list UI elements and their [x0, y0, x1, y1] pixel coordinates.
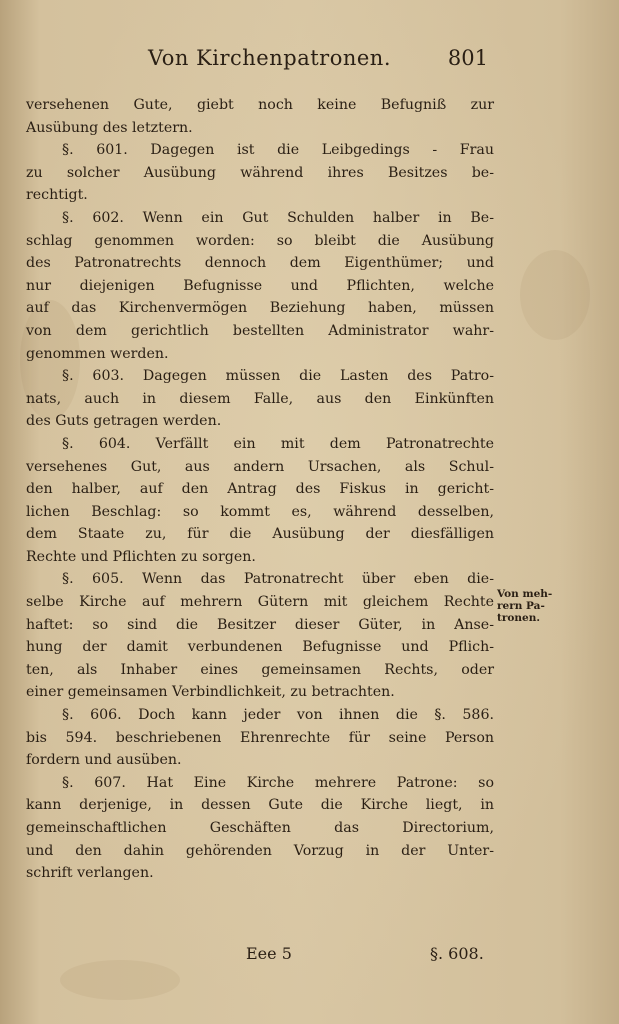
text-line: des Patronatrechts dennoch dem Eigenthümer; und — [26, 255, 494, 272]
text-line: nats, auch in diesem Falle, aus den Einkünften — [26, 390, 494, 407]
text-line: gemeinschaftlichen Geschäften das Directorium, — [26, 820, 494, 836]
paragraph — [26, 568, 494, 704]
text-line: nur diejenigen Befugnisse und Pflichten, welche — [26, 277, 494, 294]
text-line: ten, als Inhaber eines gemeinsamen Rechts, oder — [26, 661, 494, 678]
text-line: hung der damit verbundenen Befugnisse und Pflich- — [26, 639, 494, 656]
text-line: §. 603. Dagegen müssen die Lasten des Patro- — [62, 368, 494, 385]
running-header — [148, 46, 488, 78]
text-line: einer gemeinsamen Verbindlichkeit, zu betrachten. — [26, 684, 395, 701]
paragraph — [26, 207, 494, 365]
text-line: versehenes Gut, aus andern Ursachen, als Schul- — [26, 458, 494, 475]
text-line: bis 594. beschriebenen Ehrenrechte für seine Person — [26, 729, 494, 746]
text-line: §. 605. Wenn das Patronatrecht über eben die- — [62, 571, 494, 588]
text-line: §. 604. Verfällt ein mit dem Patronatrechte — [62, 435, 494, 452]
paper-stain — [520, 250, 590, 340]
text-line: §. 601. Dagegen ist die Leibgedings - Frau — [62, 142, 494, 159]
paragraph — [26, 94, 494, 139]
text-line: dem Staate zu, für die Ausübung der diesfälligen — [26, 526, 494, 543]
text-line: §. 607. Hat Eine Kirche mehrere Patrone: so — [62, 774, 494, 791]
text-line: selbe Kirche auf mehrern Gütern mit gleichem Rechte — [26, 594, 494, 611]
catchword: §. 608. — [430, 944, 484, 963]
text-line: lichen Beschlag: so kommt es, während desselben, — [26, 503, 494, 520]
text-line: fordern und ausüben. — [26, 752, 182, 769]
text-line: haftet: so sind die Besitzer dieser Güter, in Anse- — [26, 616, 494, 633]
body-text — [26, 94, 494, 885]
text-line: versehenen Gute, giebt noch keine Befugniß zur — [26, 97, 494, 113]
text-line: §. 602. Wenn ein Gut Schulden halber in Be- — [62, 209, 494, 226]
text-line: den halber, auf den Antrag des Fiskus in gericht- — [26, 481, 494, 498]
text-line: kann derjenige, in dessen Gute die Kirche liegt, in — [26, 797, 494, 814]
text-line: auf das Kirchenvermögen Beziehung haben, müssen — [26, 300, 494, 317]
text-line: rechtigt. — [26, 187, 88, 204]
paragraph — [26, 772, 494, 885]
margin-note: Von meh- rern Pa- tronen. — [497, 588, 553, 624]
text-line: von dem gerichtlich bestellten Administrator wahr- — [26, 322, 494, 339]
text-line: und den dahin gehörenden Vorzug in der Unter- — [26, 842, 494, 859]
running-title: Von Kirchenpatronen. — [148, 46, 391, 70]
text-line: des Guts getragen werden. — [26, 413, 222, 430]
text-line: Ausübung des letztern. — [26, 119, 193, 136]
paragraph — [26, 433, 494, 569]
paragraph — [26, 704, 494, 772]
page-number: 801 — [447, 46, 488, 70]
text-line: §. 606. Doch kann jeder von ihnen die §. 586. — [62, 707, 494, 724]
text-line: schlag genommen worden: so bleibt die Ausübung — [26, 232, 494, 249]
text-line: genommen werden. — [26, 345, 169, 362]
text-line: schrift verlangen. — [26, 865, 154, 882]
page-footer — [0, 944, 619, 970]
text-line: zu solcher Ausübung während ihres Besitzes be- — [26, 164, 494, 181]
text-line: Rechte und Pflichten zu sorgen. — [26, 548, 256, 565]
signature-mark: Eee 5 — [246, 944, 292, 963]
paragraph — [26, 139, 494, 207]
paragraph — [26, 365, 494, 433]
